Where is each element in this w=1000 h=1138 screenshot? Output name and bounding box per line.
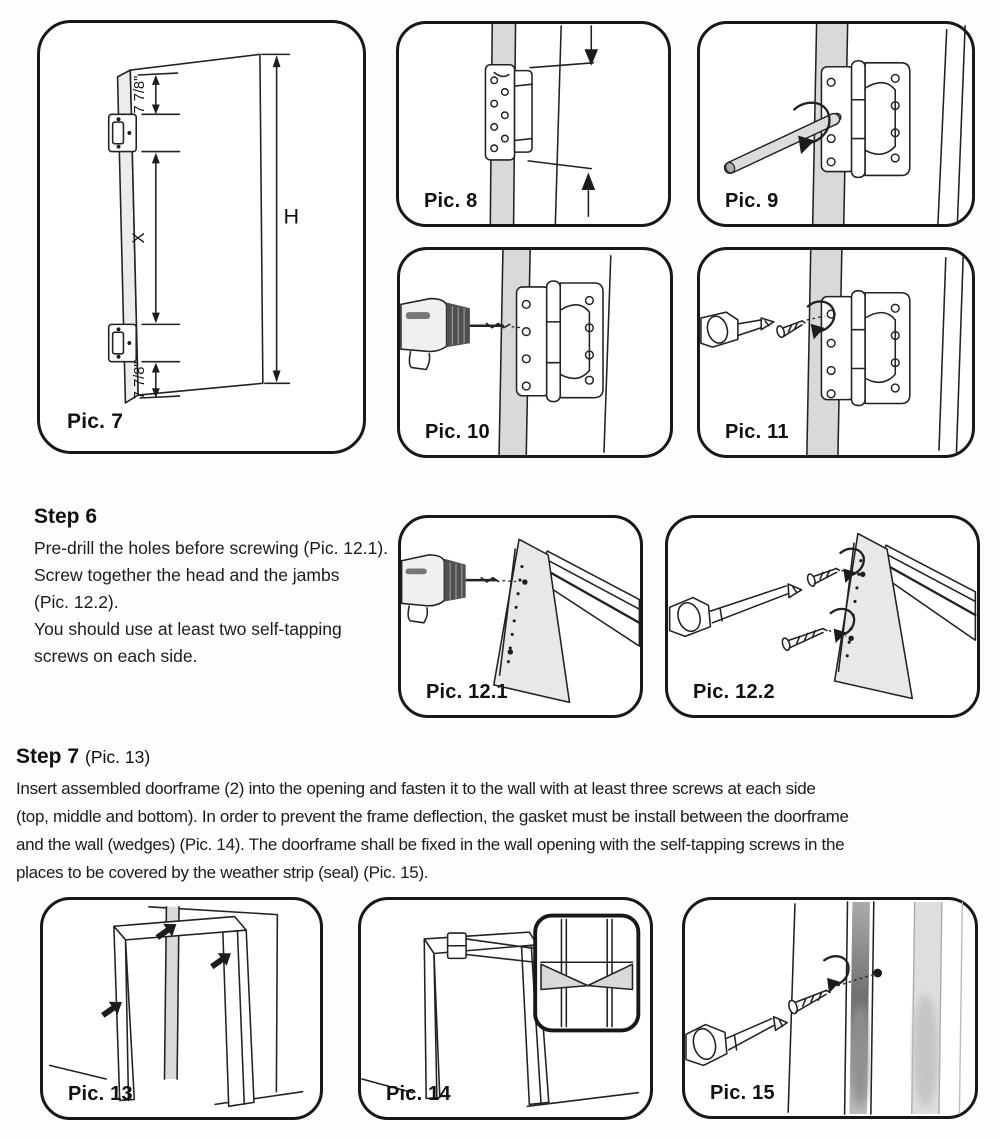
step-7-heading: [16, 745, 849, 769]
figure-caption: Pic. 8: [424, 190, 478, 212]
step-7-line: places to be covered by the weather strip (seal) (Pic. 15).: [16, 863, 429, 882]
step-6-heading: Step 6: [34, 505, 98, 528]
figure-caption: Pic. 15: [710, 1082, 775, 1104]
step-6-section: [34, 505, 388, 670]
panel-pic-14: [358, 897, 653, 1120]
panel-pic-15: [682, 897, 978, 1119]
step-6-line: Screw together the head and the jambs: [34, 565, 340, 585]
step-7-heading-note: (Pic. 13): [85, 747, 151, 767]
step-7-section: [16, 745, 849, 887]
figure-caption: Pic. 7: [67, 410, 124, 433]
hinge-icon: [109, 324, 136, 361]
wedge-location-box: [448, 933, 466, 958]
screw-icon: [806, 568, 839, 587]
step-6-line: You should use at least two self-tapping: [34, 619, 342, 639]
step-7-title: Step 7: [16, 745, 80, 768]
hinge-icon: [821, 291, 909, 406]
screw-icon: [776, 321, 805, 338]
hinge-icon: [517, 281, 603, 401]
doorframe: [424, 932, 549, 1104]
figure-caption: Pic. 11: [725, 421, 789, 443]
step-7-line: (top, middle and bottom). In order to prevent the frame deflection, the gasket must be install between the doorframe: [16, 807, 849, 826]
step-6-line: screws on each side.: [34, 646, 198, 666]
panel-pic-12-2: [665, 515, 980, 718]
rotation-arrow-icon: [824, 956, 848, 993]
step-6-line: Pre-drill the holes before screwing (Pic. 12.1).: [34, 538, 389, 558]
figure-caption: Pic. 9: [725, 190, 779, 212]
hinge-icon: [485, 65, 532, 160]
figure-caption: Pic. 10: [425, 421, 490, 443]
dim-label-height: H: [283, 203, 300, 229]
dim-label-top: 7 7/8": [132, 75, 149, 114]
step-7-line: Insert assembled doorframe (2) into the opening and fasten it to the wall with at least three screws at each side: [16, 779, 816, 798]
wedge-inset: [535, 916, 638, 1031]
panel-pic-13: [40, 897, 323, 1120]
figure-caption: Pic. 14: [386, 1083, 451, 1105]
arrow-down-icon: [584, 26, 598, 66]
screw-icon: [787, 990, 830, 1014]
screwdriver-icon: [670, 584, 802, 636]
figure-caption: Pic. 12.1: [426, 681, 508, 703]
panel-pic-8: [396, 21, 671, 227]
panel-pic-7: [37, 20, 366, 454]
dim-label-bottom: 7 7/8": [132, 361, 149, 400]
screwdriver-icon: [686, 1017, 787, 1066]
door-leaf-dimension-diagram: [40, 23, 363, 451]
panel-pic-10: [397, 247, 673, 458]
panel-pic-12-1: [398, 515, 643, 718]
screwdriver-icon: [701, 312, 774, 347]
figure-caption: Pic. 12.2: [693, 681, 775, 703]
screw-icon: [781, 629, 827, 652]
dim-label-middle: X: [129, 232, 149, 244]
step-7-line: and the wall (wedges) (Pic. 14). The doorframe shall be fixed in the wall opening with the self-tapping screws in the: [16, 835, 845, 854]
doorframe: [114, 917, 254, 1107]
arrow-up-icon: [582, 173, 596, 217]
drill-icon: [402, 555, 517, 623]
panel-pic-11: [697, 247, 975, 458]
step-6-line: (Pic. 12.2).: [34, 592, 119, 612]
panel-pic-9: [697, 21, 975, 227]
hinge-icon: [109, 114, 136, 151]
pilot-hole: [873, 969, 882, 978]
figure-caption: Pic. 13: [68, 1083, 133, 1105]
